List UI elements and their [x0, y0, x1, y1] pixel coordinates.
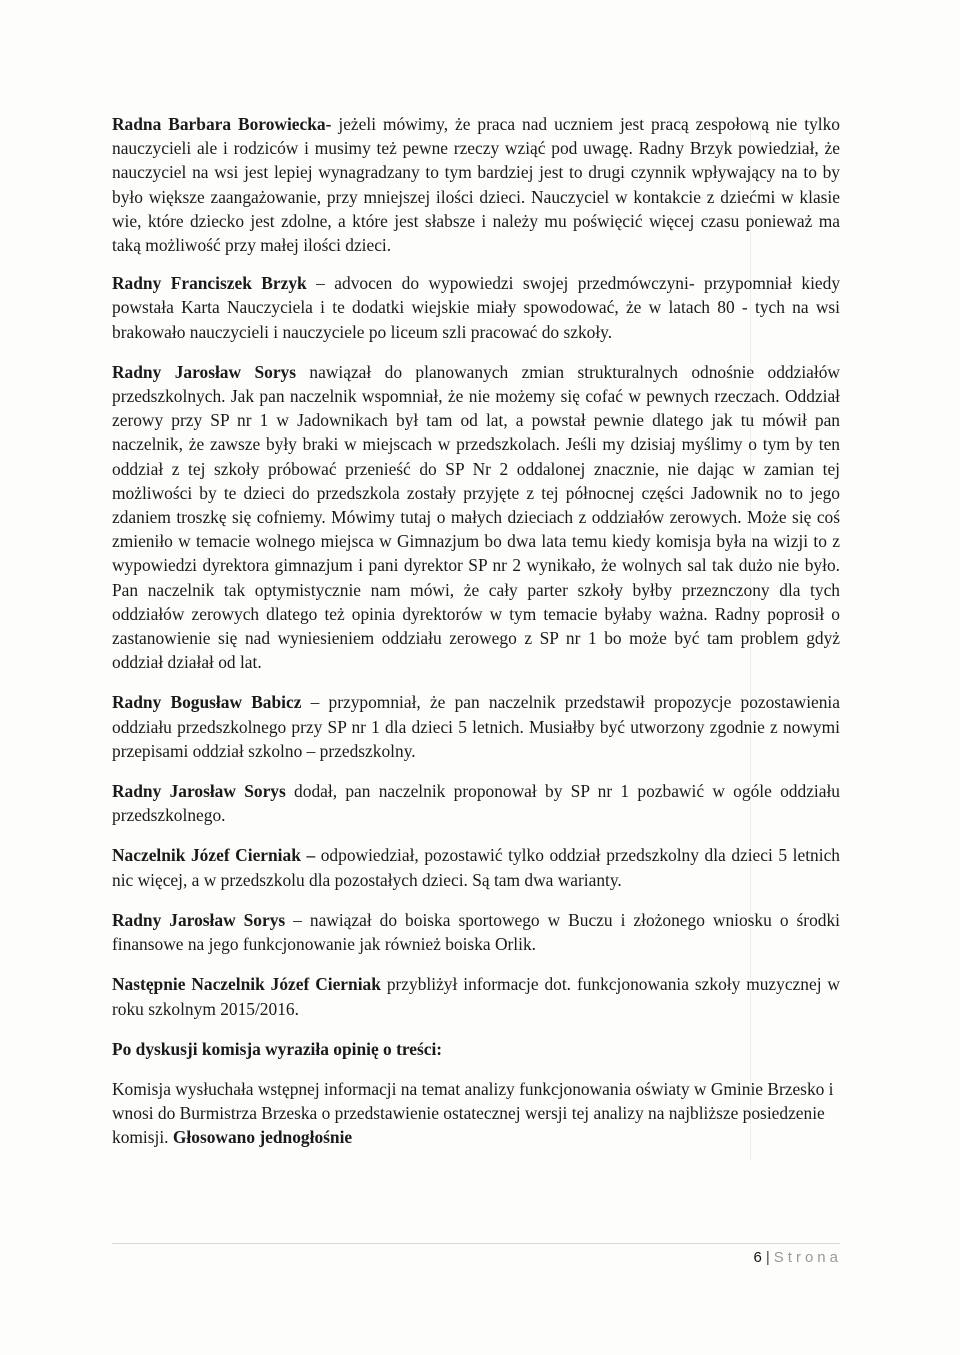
document-body: [112, 112, 840, 1166]
speaker-name: Radna Barbara Borowiecka-: [112, 114, 332, 134]
page-footer: [754, 1249, 842, 1266]
section-heading-opinion: [112, 1037, 840, 1061]
speaker-name: Radny Jarosław Sorys: [112, 781, 286, 802]
paragraph-text: przybliżył informacje dot. funkcjonowania szkoły muzycznej w roku szkolnym 2015/2016.: [112, 974, 840, 1019]
resolution-text: Komisja wysłuchała wstępnej informacji na temat analizy funkcjonowania oświaty w Gminie Brzesko i wnosi do Burmistrza Brzeska o przedstawienie ostatecznej wersji tej analizy na najbliższe posiedzenie komisji.: [112, 1078, 834, 1148]
paragraph-sorys-1: [112, 360, 840, 675]
paragraph-borowiecka: [112, 112, 840, 257]
speaker-name: Radny Franciszek Brzyk: [112, 273, 307, 294]
paragraph-sorys-3: [112, 908, 840, 956]
speaker-name: Radny Jarosław Sorys: [112, 909, 286, 930]
paragraph-text: odpowiedział, pozostawić tylko oddział przedszkolny dla dzieci 5 letnich nic więcej, a w przedszkolu dla pozostałych dzieci. Są tam dwa warianty.: [112, 845, 840, 890]
paragraph-text: nawiązał do planowanych zmian strukturalnych odnośnie oddziałów przedszkolnych. Jak pan naczelnik wspomniał, że nie możemy się cofać w pewnych rzeczach. Oddział zerowy przy SP nr 1 w Jadownikach był tam od lat, a powstał pewnie dlatego jak tu mówił pan naczelnik, że zawsze były braki w miejscach w przedszkolach. Jeśli my dzisiaj myślimy o tym by ten oddział z tej szkoły próbować przenieść do SP Nr 2 oddalonej znacznie, nie dając w zamian tej możliwości by te dzieci do przedszkola zostały przyjęte z tej północnej części Jadownik no to jego zdaniem troszkę się cofniemy. Mówimy tutaj o małych dzieciach z oddziałów zerowych. Może się coś zmieniło w temacie wolnego miejsca w Gimnazjum bo dwa lata temu kiedy komisja była na wizji to z wypowiedzi dyrektora gimnazjum i pani dyrektor SP nr 2 wynikało, że wolnych sal tak dużo nie było. Pan naczelnik tak optymistycznie nam mówi, że cały parter szkoły byłby przeznczony dla tych oddziałów zerowych dlatego też opinia dyrektorów w tym temacie byłaby ważna. Radny poprosił o zastanowienie się nad wyniesieniem oddziału zerowego z SP nr 1 bo może być tam problem gdyż oddział działał od lat.: [112, 361, 840, 673]
vote-result: Głosowano jednogłośnie: [172, 1127, 353, 1148]
paragraph-brzyk: [112, 271, 840, 344]
paragraph-text: jeżeli mówimy, że praca nad uczniem jest pracą zespołową nie tylko nauczycieli ale i rodziców i musimy też pewne rzeczy wziąć pod uwagę. Radny Brzyk powiedział, że nauczyciel na wsi jest lepiej wynagradzany to tym bardziej jest to drugi czynnik wpływający na to by było większe zaangażowanie, przy mniejszej ilości dzieci. Nauczyciel w kontakcie z dziećmi w klasie wie, które dziecko jest zdolne, a które jest słabsze i należy mu poświęcić więcej czasu ponieważ ma taką możliwość przy małej ilości dzieci.: [112, 114, 840, 256]
paragraph-text: – advocen do wypowiedzi swojej przedmówczyni- przypomniał kiedy powstała Karta Nauczyciela i te dodatki wiejskie miały spowodować, że w latach 80 - tych na wsi brakowało nauczycieli i nauczyciele po liceum szli pracować do szkoły.: [112, 273, 841, 342]
paragraph-text: – przypomniał, że pan naczelnik przedstawił propozycje pozostawienia oddziału przedszkolnego przy SP nr 1 dla dzieci 5 letnich. Musiałby być utworzony zgodnie z nowymi przepisami oddział szkolno – przedszkolny.: [112, 692, 840, 761]
speaker-name: Radny Jarosław Sorys: [112, 361, 297, 382]
speaker-name: Naczelnik Józef Cierniak –: [112, 845, 316, 866]
paragraph-sorys-2: [112, 779, 840, 827]
footer-page-word: Strona: [773, 1249, 842, 1266]
paragraph-text: dodał, pan naczelnik proponował by SP nr 1 pozbawić w ogóle oddziału przedszkolnego.: [112, 781, 840, 826]
paragraph-cierniak-1: [112, 843, 840, 891]
paragraph-resolution: [112, 1077, 840, 1150]
paragraph-babicz: [112, 690, 840, 763]
footer-divider: [112, 1243, 840, 1244]
page-number: 6: [753, 1249, 762, 1266]
heading-text: Po dyskusji komisja wyraziła opinię o treści:: [112, 1038, 443, 1059]
paragraph-cierniak-2: [112, 972, 840, 1020]
speaker-name: Następnie Naczelnik Józef Cierniak: [112, 974, 381, 995]
paragraph-text: – nawiązał do boiska sportowego w Buczu i złożonego wniosku o środki finansowe na jego funkcjonowanie jak również boiska Orlik.: [112, 909, 840, 955]
footer-separator: |: [765, 1249, 770, 1266]
speaker-name: Radny Bogusław Babicz: [112, 692, 302, 713]
